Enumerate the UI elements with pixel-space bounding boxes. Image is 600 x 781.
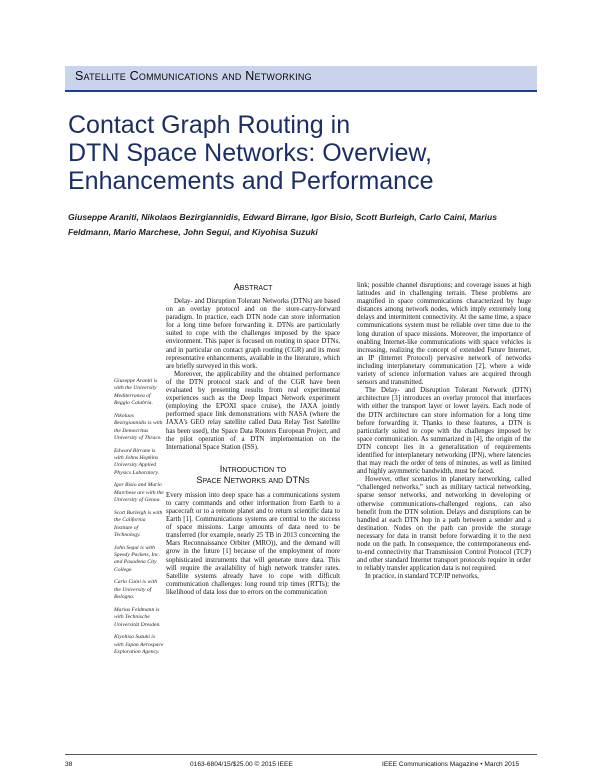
affiliation-note: Edward Birrane is with Johns Hopkins University Applied Physics Laboratory. bbox=[114, 447, 160, 476]
abstract-heading: Abstract bbox=[233, 282, 273, 292]
title-line: DTN Space Networks: Overview, bbox=[68, 139, 432, 167]
affiliation-note: Giuseppe Araniti is with the University Mediterranea of Reggio Calabria. bbox=[114, 378, 158, 407]
intro-heading bbox=[166, 464, 340, 486]
issn-line: 0163-6804/15/$25.00 © 2015 IEEE bbox=[190, 761, 293, 768]
affiliation-note: Kiyohisa Suzuki is with Japan Aerospace Exploration Agency. bbox=[114, 634, 164, 656]
abstract-paragraph: Moreover, the applicability and the obtained performance of the DTN protocol stack and of the CGR have been evaluated by presenting results from real experimental experiences such as the Deep Impact Network experiment (employing the EPOXI space cruise), the JAXA jointly performed space link demonstrations with NASA (where the JAXA's GEO relay satellite called Data Relay Test Satellite has been used), the Space Data Routers European Project, and the pilot operation of a DTN implementation on the International Space Station (ISS). bbox=[166, 370, 340, 451]
page-number: 38 bbox=[65, 761, 73, 768]
abstract-paragraph: Delay- and Disruption Tolerant Networks (DTNs) are based on an overlay protocol and on the store-carry-forward paradigm. In practice, each DTN node can store information for a long time before forwarding it. DTNs are particularly suited to cope with the challenges imposed by the space environment. This paper is focused on routing in space DTNs, and in particular on contact graph routing (CGR) and its most representative enhancements, available in the literature, which are briefly surveyed in this work. bbox=[166, 298, 340, 370]
footer-divider bbox=[65, 754, 537, 755]
affiliation-note: John Segui is with Speedy Packets, Inc. and Pasadena City College. bbox=[114, 544, 160, 573]
body-paragraph: However, other scenarios in planetary networking, called “challenged networks,” such as military tactical networking, sparse sensor networks, and networking in developing or otherwise communications-challenged regions, can also benefit from the DTN solution. Delays and disruptions can be handled at each DTN hop in a path between a sender and a destination. Nodes on the path can provide the storage necessary for data in transit before forwarding it to the next node on the path. In consequence, the contemporaneous end-to-end connectivity that Transmission Control Protocol (TCP) and other standard Internet transport protocols require in order to reliably transfer application data is not required. bbox=[357, 476, 531, 573]
affiliation-note: Scott Burleigh is with the California Institute of Technology. bbox=[114, 509, 163, 539]
section-header-bar bbox=[65, 66, 537, 90]
intro-heading-line: Space Networks and DTNs bbox=[196, 474, 310, 485]
affiliation-note: Nikolaos Bezirgiannidis is with the Democritus University of Thrace. bbox=[114, 412, 163, 442]
intro-heading-line: Introduction to bbox=[219, 463, 287, 474]
title-line: Enhancements and Performance bbox=[68, 167, 434, 195]
affiliation-note: Marius Feldmann is with Technische Universität Dresden. bbox=[114, 606, 161, 628]
body-paragraph: link; possible channel disruptions; and coverage issues at high latitudes and in challenging terrain. These problems are magnified in space communications characterized by huge distances among network nodes, which imply extremely long delays and intermittent connectivity. At the same time, a space communications system must be reliable over time due to the long duration of space missions. Moreover, the importance of enabling Internet-like communications with space vehicles is increasing, realizing the concept of extended Future Internet, an IP (Internet Protocol) pervasive network of networks including interplanetary communication [2], where a wide variety of science information values are acquired through sensors and transmitted. bbox=[357, 282, 531, 387]
body-paragraph: The Delay- and Disruption Tolerant Network (DTN) architecture [3] introduces an overlay protocol that interfaces with either the transport layer or lower layers. Each node of the DTN architecture can store information for a long time before forwarding it. Thanks to these features, a DTN is particularly suited to cope with the challenges imposed by space communication. As summarized in [4], the origin of the DTN concept lies in a generalization of requirements identified for interplanetary networking (IPN), where latencies that may reach the order of tens of minutes, as well as limited and highly asymmetric bandwidth, must be faced. bbox=[357, 387, 531, 476]
affiliation-note: Carlo Caini is with the University of Bologna. bbox=[114, 579, 158, 601]
title-line: Contact Graph Routing in bbox=[68, 111, 351, 139]
body-paragraph: In practice, in standard TCP/IP networks, bbox=[365, 573, 479, 581]
text-column-right bbox=[357, 282, 531, 581]
paper-title bbox=[68, 111, 538, 195]
section-label: Satellite Communications and Networking bbox=[75, 69, 312, 83]
affiliation-note: Igor Bisio and Mario Marchese are with the University of Genoa. bbox=[114, 482, 164, 504]
body-paragraph: Every mission into deep space has a communications system to carry commands and other information from Earth to a spacecraft or to a remote planet and to return scientific data to Earth [1]. Communications systems are central to the success of space missions. Large amounts of data need to be transferred (for example, nearly 25 TB in 2013 concerning the Mars Reconnaissance Orbiter (MRO)), and the demand will grow in the future [1] because of the employment of more sophisticated instruments that will generate more data. This will require the availability of high network transfer rates. Satellite systems already have to cope with difficult communication challenges: long round trip times (RTTs); the likelihood of data loss due to errors on the communication bbox=[166, 491, 340, 596]
magazine-issue: IEEE Communications Magazine • March 2015 bbox=[382, 761, 520, 768]
text-column-left bbox=[166, 282, 340, 597]
affiliations-sidebar bbox=[114, 378, 164, 662]
section-divider bbox=[65, 90, 537, 92]
author-list: Giuseppe Araniti, Nikolaos Bezirgiannidis, Edward Birrane, Igor Bisio, Scott Burleigh, Carlo Caini, Marius Feldmann, Mario Marchese, John Segui, and Kiyohisa Suzuki bbox=[68, 212, 497, 237]
